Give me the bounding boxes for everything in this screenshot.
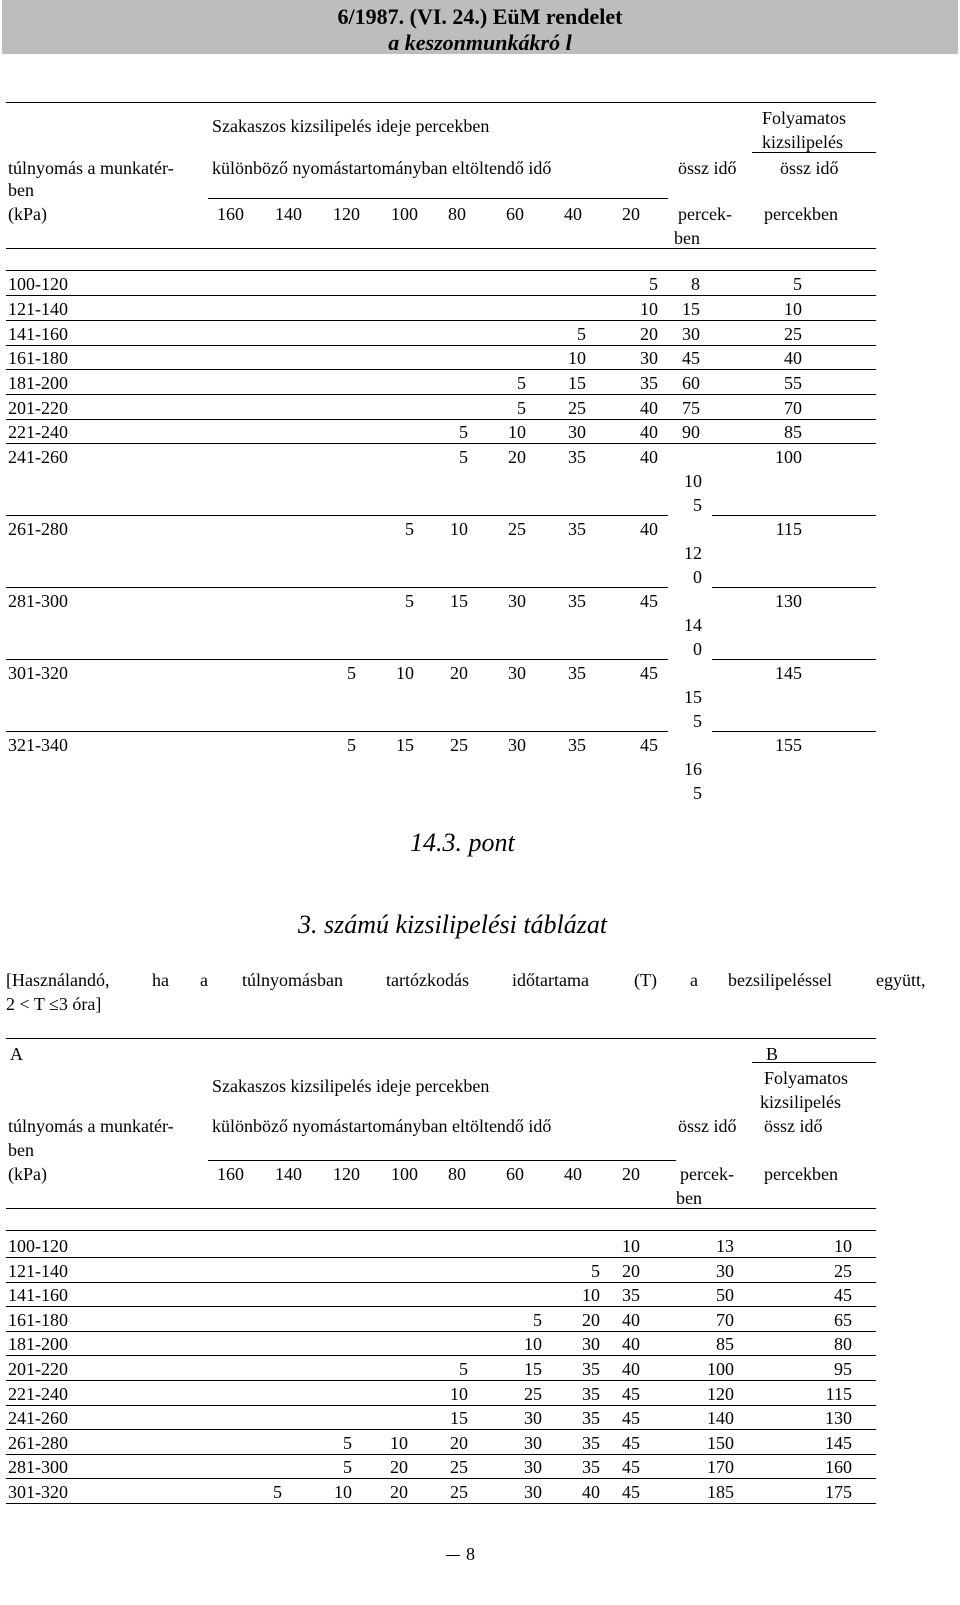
step-time-cell: 5: [343, 1457, 352, 1478]
pressure-range-cell: 281-300: [8, 591, 68, 611]
pressure-step-header: 140: [275, 1164, 302, 1184]
pressure-range-cell: 121-140: [8, 1260, 68, 1281]
row-rule: [6, 1478, 876, 1479]
pressure-step-header: 100: [391, 204, 418, 224]
total-time-cell: 13: [716, 1236, 734, 1256]
continuous-time-cell: 130: [825, 1408, 852, 1429]
minutes-header: ben: [676, 1188, 702, 1208]
continuous-header: kizsilipelés: [762, 132, 843, 152]
step-time-cell: 35: [568, 447, 586, 467]
step-time-cell: 35: [568, 735, 586, 755]
step-time-cell: 5: [577, 324, 586, 344]
total-time-cell: 8: [691, 274, 700, 294]
continuous-time-cell: 25: [784, 324, 802, 344]
total-time-cell: 0: [693, 567, 702, 587]
continuous-time-cell: 40: [784, 348, 802, 368]
row-rule: [6, 1331, 876, 1332]
total-time-cell: 85: [716, 1334, 734, 1355]
note-word: tartózkodás: [386, 970, 469, 990]
step-time-cell: 45: [622, 1457, 640, 1478]
pressure-range-cell: 241-260: [8, 1408, 68, 1429]
note-word: időtartama: [512, 970, 589, 990]
row-rule: [6, 1257, 876, 1258]
continuous-time-cell: 70: [784, 398, 802, 418]
continuous-total-header: össz idő: [764, 1116, 823, 1136]
step-time-cell: 20: [450, 663, 468, 683]
pressure-range-cell: 201-220: [8, 1359, 68, 1379]
step-time-cell: 25: [524, 1383, 542, 1404]
step-time-cell: 40: [622, 1309, 640, 1330]
row-rule: [6, 587, 668, 588]
pressure-header: ben: [8, 1140, 34, 1160]
continuous-time-cell: 145: [825, 1432, 852, 1453]
pressure-unit-header: (kPa): [8, 1164, 47, 1184]
step-time-cell: 5: [459, 447, 468, 467]
pressure-header: ben: [8, 180, 34, 200]
total-time-cell: 5: [693, 711, 702, 731]
note-line: 2 < T ≤3 óra]: [6, 994, 102, 1014]
pressure-range-cell: 221-240: [8, 1383, 68, 1404]
document-subtitle: a keszonmunkákró l: [388, 30, 572, 55]
continuous-time-cell: 85: [784, 422, 802, 442]
step-time-cell: 5: [405, 591, 414, 611]
step-time-cell: 45: [640, 735, 658, 755]
step-time-cell: 25: [450, 1482, 468, 1502]
step-time-cell: 5: [343, 1432, 352, 1453]
header-bottom-rule: [6, 1208, 876, 1209]
time-in-range-header: különböző nyomástartományban eltöltendő idő: [212, 158, 552, 178]
note-word: bezsilipeléssel: [728, 970, 832, 990]
continuous-time-cell: 65: [834, 1309, 852, 1330]
step-time-cell: 5: [517, 373, 526, 393]
continuous-time-cell: 160: [825, 1457, 852, 1478]
step-time-cell: 20: [390, 1457, 408, 1478]
step-time-cell: 15: [396, 735, 414, 755]
total-time-cell: 45: [682, 348, 700, 368]
row-rule: [712, 731, 876, 732]
step-time-cell: 30: [508, 735, 526, 755]
total-time-cell: 5: [693, 495, 702, 515]
pressure-range-cell: 121-140: [8, 299, 68, 319]
continuous-time-cell: 55: [784, 373, 802, 393]
step-time-cell: 10: [640, 299, 658, 319]
step-time-cell: 5: [347, 663, 356, 683]
step-time-cell: 30: [640, 348, 658, 368]
step-time-cell: 35: [582, 1359, 600, 1379]
pressure-step-header: 40: [564, 1164, 582, 1184]
step-time-cell: 25: [508, 519, 526, 539]
step-time-cell: 35: [582, 1383, 600, 1404]
step-time-cell: 30: [508, 663, 526, 683]
header-rule: [208, 1160, 676, 1161]
total-time-cell: 60: [682, 373, 700, 393]
total-time-cell: 10: [684, 471, 702, 491]
step-time-cell: 35: [640, 373, 658, 393]
continuous-header: Folyamatos: [762, 108, 846, 128]
pressure-range-cell: 161-180: [8, 348, 68, 368]
row-rule: [712, 587, 876, 588]
row-rule: [6, 515, 668, 516]
note-word: a: [200, 970, 208, 990]
pressure-range-cell: 201-220: [8, 398, 68, 418]
note-word: túlnyomásban: [242, 970, 343, 990]
total-time-cell: 5: [693, 783, 702, 803]
pressure-step-header: 20: [622, 1164, 640, 1184]
step-time-cell: 15: [450, 1408, 468, 1429]
column-label-b: B: [766, 1044, 779, 1064]
total-time-cell: 100: [707, 1359, 734, 1379]
continuous-header: Folyamatos: [764, 1068, 848, 1088]
header-bottom-rule: [6, 248, 876, 249]
step-time-cell: 35: [568, 519, 586, 539]
step-time-cell: 35: [582, 1408, 600, 1429]
step-time-cell: 25: [450, 1457, 468, 1478]
step-time-cell: 40: [640, 398, 658, 418]
step-time-cell: 45: [622, 1482, 640, 1502]
minutes-header: ben: [674, 228, 700, 248]
pressure-step-header: 100: [391, 1164, 418, 1184]
step-time-cell: 25: [568, 398, 586, 418]
minutes-header: percekben: [764, 1164, 838, 1184]
row-rule: [712, 515, 876, 516]
pressure-range-cell: 181-200: [8, 1334, 68, 1355]
step-time-cell: 5: [649, 274, 658, 294]
note-word: [Használandó,: [6, 970, 110, 990]
step-time-cell: 45: [622, 1383, 640, 1404]
header-rule: [208, 198, 668, 199]
pressure-step-header: 160: [217, 1164, 244, 1184]
step-time-cell: 10: [582, 1285, 600, 1306]
step-time-cell: 10: [334, 1482, 352, 1502]
total-time-cell: 30: [682, 324, 700, 344]
total-time-cell: 16: [684, 759, 702, 779]
step-time-cell: 15: [524, 1359, 542, 1379]
step-time-cell: 45: [640, 663, 658, 683]
total-time-cell: 14: [684, 615, 702, 635]
step-time-cell: 5: [273, 1482, 282, 1502]
continuous-header: kizsilipelés: [760, 1092, 841, 1112]
step-time-cell: 25: [450, 735, 468, 755]
pressure-range-cell: 161-180: [8, 1309, 68, 1330]
pressure-range-cell: 181-200: [8, 373, 68, 393]
pressure-range-cell: 301-320: [8, 1482, 68, 1502]
pressure-range-cell: 301-320: [8, 663, 68, 683]
step-time-cell: 35: [568, 663, 586, 683]
pressure-range-cell: 141-160: [8, 324, 68, 344]
continuous-time-cell: 10: [784, 299, 802, 319]
note-word: ha: [152, 970, 169, 990]
continuous-time-cell: 95: [834, 1359, 852, 1379]
continuous-total-header: össz idő: [780, 158, 839, 178]
total-time-header: össz idő: [678, 158, 737, 178]
row-rule: [6, 270, 876, 271]
step-time-cell: 5: [591, 1260, 600, 1281]
page-number-value: 8: [466, 1544, 475, 1564]
step-time-cell: 30: [524, 1457, 542, 1478]
row-rule: [6, 394, 876, 395]
total-time-cell: 70: [716, 1309, 734, 1330]
step-time-cell: 45: [622, 1408, 640, 1429]
table-title: 3. számú kizsilipelési táblázat: [298, 910, 608, 939]
header-rule: [752, 152, 876, 153]
step-time-cell: 30: [508, 591, 526, 611]
time-in-range-header: különböző nyomástartományban eltöltendő idő: [212, 1116, 552, 1136]
minutes-header: percek-: [678, 204, 732, 224]
step-time-cell: 10: [390, 1432, 408, 1453]
step-time-cell: 35: [582, 1457, 600, 1478]
pressure-range-cell: 321-340: [8, 735, 68, 755]
continuous-time-cell: 130: [775, 591, 802, 611]
pressure-range-cell: 221-240: [8, 422, 68, 442]
pressure-step-header: 140: [275, 204, 302, 224]
step-time-cell: 35: [622, 1285, 640, 1306]
row-rule: [6, 369, 876, 370]
note-word: a: [690, 970, 698, 990]
total-time-cell: 120: [707, 1383, 734, 1404]
continuous-time-cell: 5: [793, 274, 802, 294]
step-time-cell: 10: [450, 519, 468, 539]
total-time-cell: 75: [682, 398, 700, 418]
continuous-time-cell: 115: [825, 1383, 852, 1404]
pressure-range-cell: 261-280: [8, 1432, 68, 1453]
total-time-cell: 185: [707, 1482, 734, 1502]
table-top-rule: [6, 1038, 876, 1039]
total-time-cell: 170: [707, 1457, 734, 1478]
pressure-range-cell: 141-160: [8, 1285, 68, 1306]
step-time-cell: 35: [568, 591, 586, 611]
step-time-cell: 10: [524, 1334, 542, 1355]
total-time-cell: 15: [684, 687, 702, 707]
row-rule: [6, 1355, 876, 1356]
row-rule: [6, 295, 876, 296]
pressure-step-header: 120: [333, 204, 360, 224]
total-time-cell: 90: [682, 422, 700, 442]
continuous-time-cell: 80: [834, 1334, 852, 1355]
step-time-cell: 20: [508, 447, 526, 467]
total-time-cell: 0: [693, 639, 702, 659]
pressure-unit-header: (kPa): [8, 204, 47, 224]
pressure-step-header: 120: [333, 1164, 360, 1184]
section-point: 14.3. pont: [410, 828, 515, 857]
step-time-cell: 40: [622, 1334, 640, 1355]
row-rule: [6, 1503, 876, 1504]
step-time-cell: 45: [622, 1432, 640, 1453]
step-time-cell: 5: [459, 1359, 468, 1379]
step-time-cell: 40: [622, 1359, 640, 1379]
step-time-cell: 40: [640, 519, 658, 539]
step-time-cell: 30: [582, 1334, 600, 1355]
step-time-cell: 10: [568, 348, 586, 368]
step-time-cell: 5: [347, 735, 356, 755]
pressure-range-cell: 261-280: [8, 519, 68, 539]
pressure-step-header: 20: [622, 204, 640, 224]
step-time-cell: 10: [622, 1236, 640, 1256]
continuous-time-cell: 115: [775, 519, 802, 539]
total-time-cell: 150: [707, 1432, 734, 1453]
continuous-time-cell: 100: [775, 447, 802, 467]
total-time-cell: 12: [684, 543, 702, 563]
total-time-cell: 50: [716, 1285, 734, 1306]
continuous-time-cell: 25: [834, 1260, 852, 1281]
step-time-cell: 35: [582, 1432, 600, 1453]
step-time-cell: 5: [533, 1309, 542, 1330]
pressure-step-header: 60: [506, 204, 524, 224]
staged-decompression-header: Szakaszos kizsilipelés ideje percekben: [212, 116, 490, 136]
step-time-cell: 30: [524, 1408, 542, 1429]
table-top-rule: [6, 102, 876, 103]
document-title: 6/1987. (VI. 24.) EüM rendelet: [337, 4, 623, 29]
continuous-time-cell: 175: [825, 1482, 852, 1502]
step-time-cell: 15: [450, 591, 468, 611]
step-time-cell: 20: [640, 324, 658, 344]
minutes-header: percekben: [764, 204, 838, 224]
pressure-step-header: 60: [506, 1164, 524, 1184]
minutes-header: percek-: [680, 1164, 734, 1184]
step-time-cell: 5: [405, 519, 414, 539]
step-time-cell: 30: [568, 422, 586, 442]
pressure-range-cell: 100-120: [8, 1236, 68, 1256]
step-time-cell: 20: [390, 1482, 408, 1502]
step-time-cell: 10: [450, 1383, 468, 1404]
continuous-time-cell: 10: [834, 1236, 852, 1256]
row-rule: [6, 1282, 876, 1283]
pressure-range-cell: 100-120: [8, 274, 68, 294]
step-time-cell: 5: [517, 398, 526, 418]
row-rule: [6, 659, 668, 660]
pressure-range-cell: 281-300: [8, 1457, 68, 1478]
pressure-range-cell: 241-260: [8, 447, 68, 467]
continuous-time-cell: 145: [775, 663, 802, 683]
column-label-a: A: [10, 1044, 23, 1064]
step-time-cell: 20: [450, 1432, 468, 1453]
step-time-cell: 30: [524, 1432, 542, 1453]
continuous-time-cell: 45: [834, 1285, 852, 1306]
row-rule: [6, 731, 668, 732]
step-time-cell: 20: [582, 1309, 600, 1330]
step-time-cell: 15: [568, 373, 586, 393]
pressure-header: túlnyomás a munkatér-: [8, 1116, 174, 1136]
staged-decompression-header: Szakaszos kizsilipelés ideje percekben: [212, 1076, 490, 1096]
pressure-step-header: 80: [448, 204, 466, 224]
note-word: együtt,: [876, 970, 926, 990]
total-time-header: össz idő: [678, 1116, 737, 1136]
total-time-cell: 30: [716, 1260, 734, 1281]
continuous-time-cell: 155: [775, 735, 802, 755]
step-time-cell: 40: [640, 447, 658, 467]
pressure-step-header: 80: [448, 1164, 466, 1184]
step-time-cell: 45: [640, 591, 658, 611]
page-number-dash: [446, 1555, 460, 1556]
row-rule: [712, 659, 876, 660]
page-number: [446, 1544, 475, 1565]
step-time-cell: 40: [582, 1482, 600, 1502]
total-time-cell: 140: [707, 1408, 734, 1429]
row-rule: [6, 443, 876, 444]
step-time-cell: 40: [640, 422, 658, 442]
pressure-header: túlnyomás a munkatér-: [8, 158, 174, 178]
header-rule: [752, 1062, 876, 1063]
row-rule: [6, 320, 876, 321]
step-time-cell: 30: [524, 1482, 542, 1502]
total-time-cell: 15: [682, 299, 700, 319]
note-word: (T): [634, 970, 657, 990]
pressure-step-header: 160: [217, 204, 244, 224]
pressure-step-header: 40: [564, 204, 582, 224]
step-time-cell: 5: [459, 422, 468, 442]
row-rule: [6, 1230, 876, 1231]
step-time-cell: 10: [396, 663, 414, 683]
row-rule: [6, 1306, 876, 1307]
step-time-cell: 10: [508, 422, 526, 442]
step-time-cell: 20: [622, 1260, 640, 1281]
